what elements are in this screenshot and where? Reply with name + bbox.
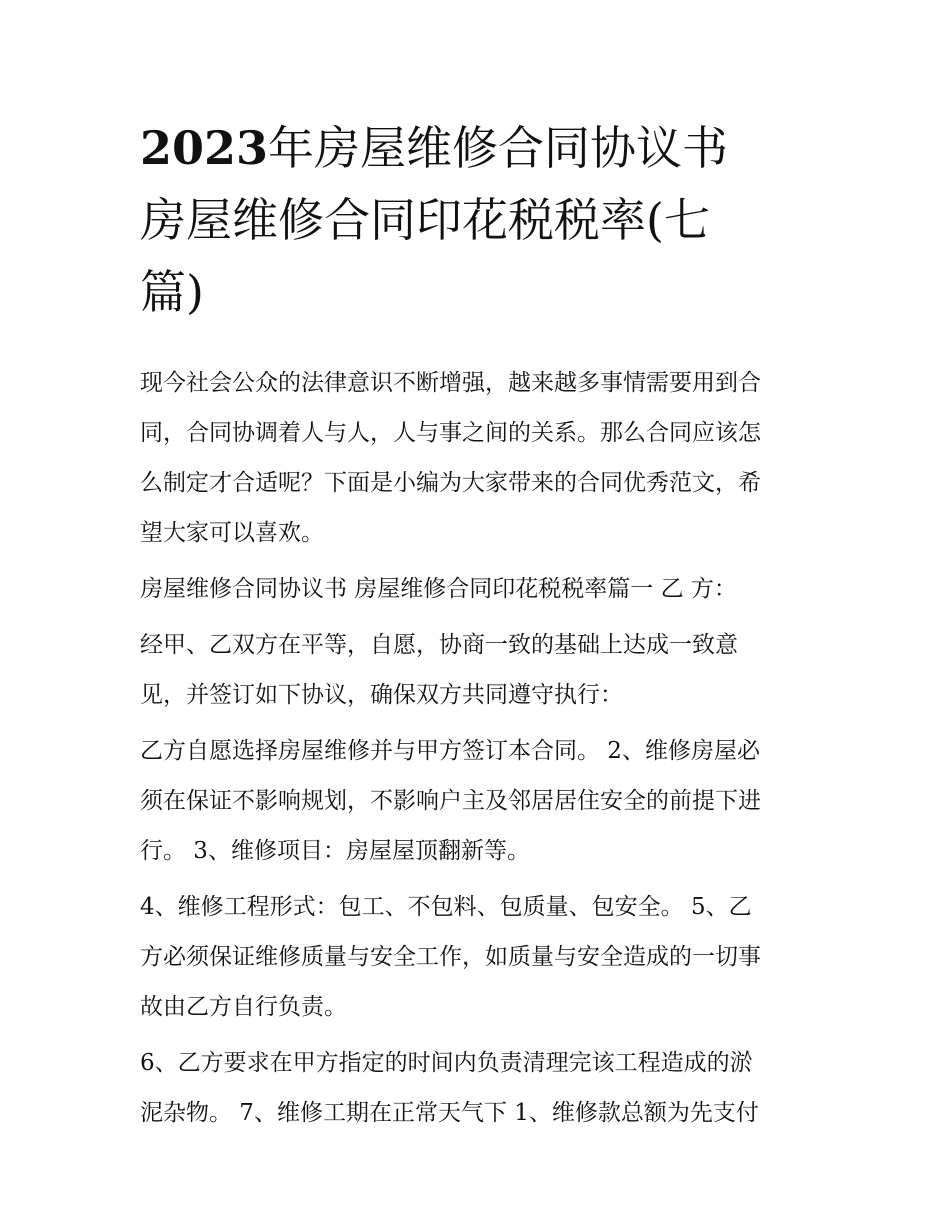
paragraph-line: 方必须保证维修质量与安全工作，如质量与安全造成的一切事 [140,944,761,970]
title-line-1-text: 年房屋维修合同协议书 [268,121,729,175]
paragraph-line: 须在保证不影响规划，不影响户主及邻居居住安全的前提下进 [140,788,761,814]
paragraph-line: 么制定才合适呢？下面是小编为大家带来的合同优秀范文，希 [140,470,761,496]
paragraph-agreement [140,620,820,720]
paragraph-clauses-6-7 [140,1038,820,1138]
title-year: 2023 [140,121,269,175]
paragraph-line: 经甲、乙双方在平等，自愿，协商一致的基础上达成一致意 [140,632,738,658]
paragraph-line: 4、维修工程形式：包工、不包料、包质量、包安全。 5、乙 [140,894,752,920]
title-line-2: 房屋维修合同印花税税率(七 [140,193,710,247]
paragraph-line: 望大家可以喜欢。 [140,520,324,546]
paragraph-line: 6、乙方要求在甲方指定的时间内负责清理完该工程造成的淤 [140,1050,753,1076]
document-body [140,358,820,1138]
paragraph-line: 见，并签订如下协议，确保双方共同遵守执行： [140,682,623,708]
paragraph-line: 故由乙方自行负责。 [140,994,347,1020]
paragraph-line: 房屋维修合同协议书 房屋维修合同印花税税率篇一 乙 方： [140,576,737,602]
document-title [140,112,820,328]
title-line-3: 篇) [140,265,204,319]
paragraph-clauses-1-3 [140,726,820,876]
paragraph-line: 泥杂物。 7、维修工期在正常天气下 1、维修款总额为先支付 [140,1100,759,1126]
paragraph-clauses-4-5 [140,882,820,1032]
paragraph-line: 乙方自愿选择房屋维修并与甲方签订本合同。 2、维修房屋必 [140,738,760,764]
paragraph-section-heading [140,564,820,614]
paragraph-line: 现今社会公众的法律意识不断增强，越来越多事情需要用到合 [140,370,761,396]
paragraph-line: 行。 3、维修项目：房屋屋顶翻新等。 [140,838,530,864]
paragraph-line: 同，合同协调着人与人，人与事之间的关系。那么合同应该怎 [140,420,761,446]
document-content [140,112,820,1144]
paragraph-intro [140,358,820,558]
title-line-1 [140,112,820,184]
